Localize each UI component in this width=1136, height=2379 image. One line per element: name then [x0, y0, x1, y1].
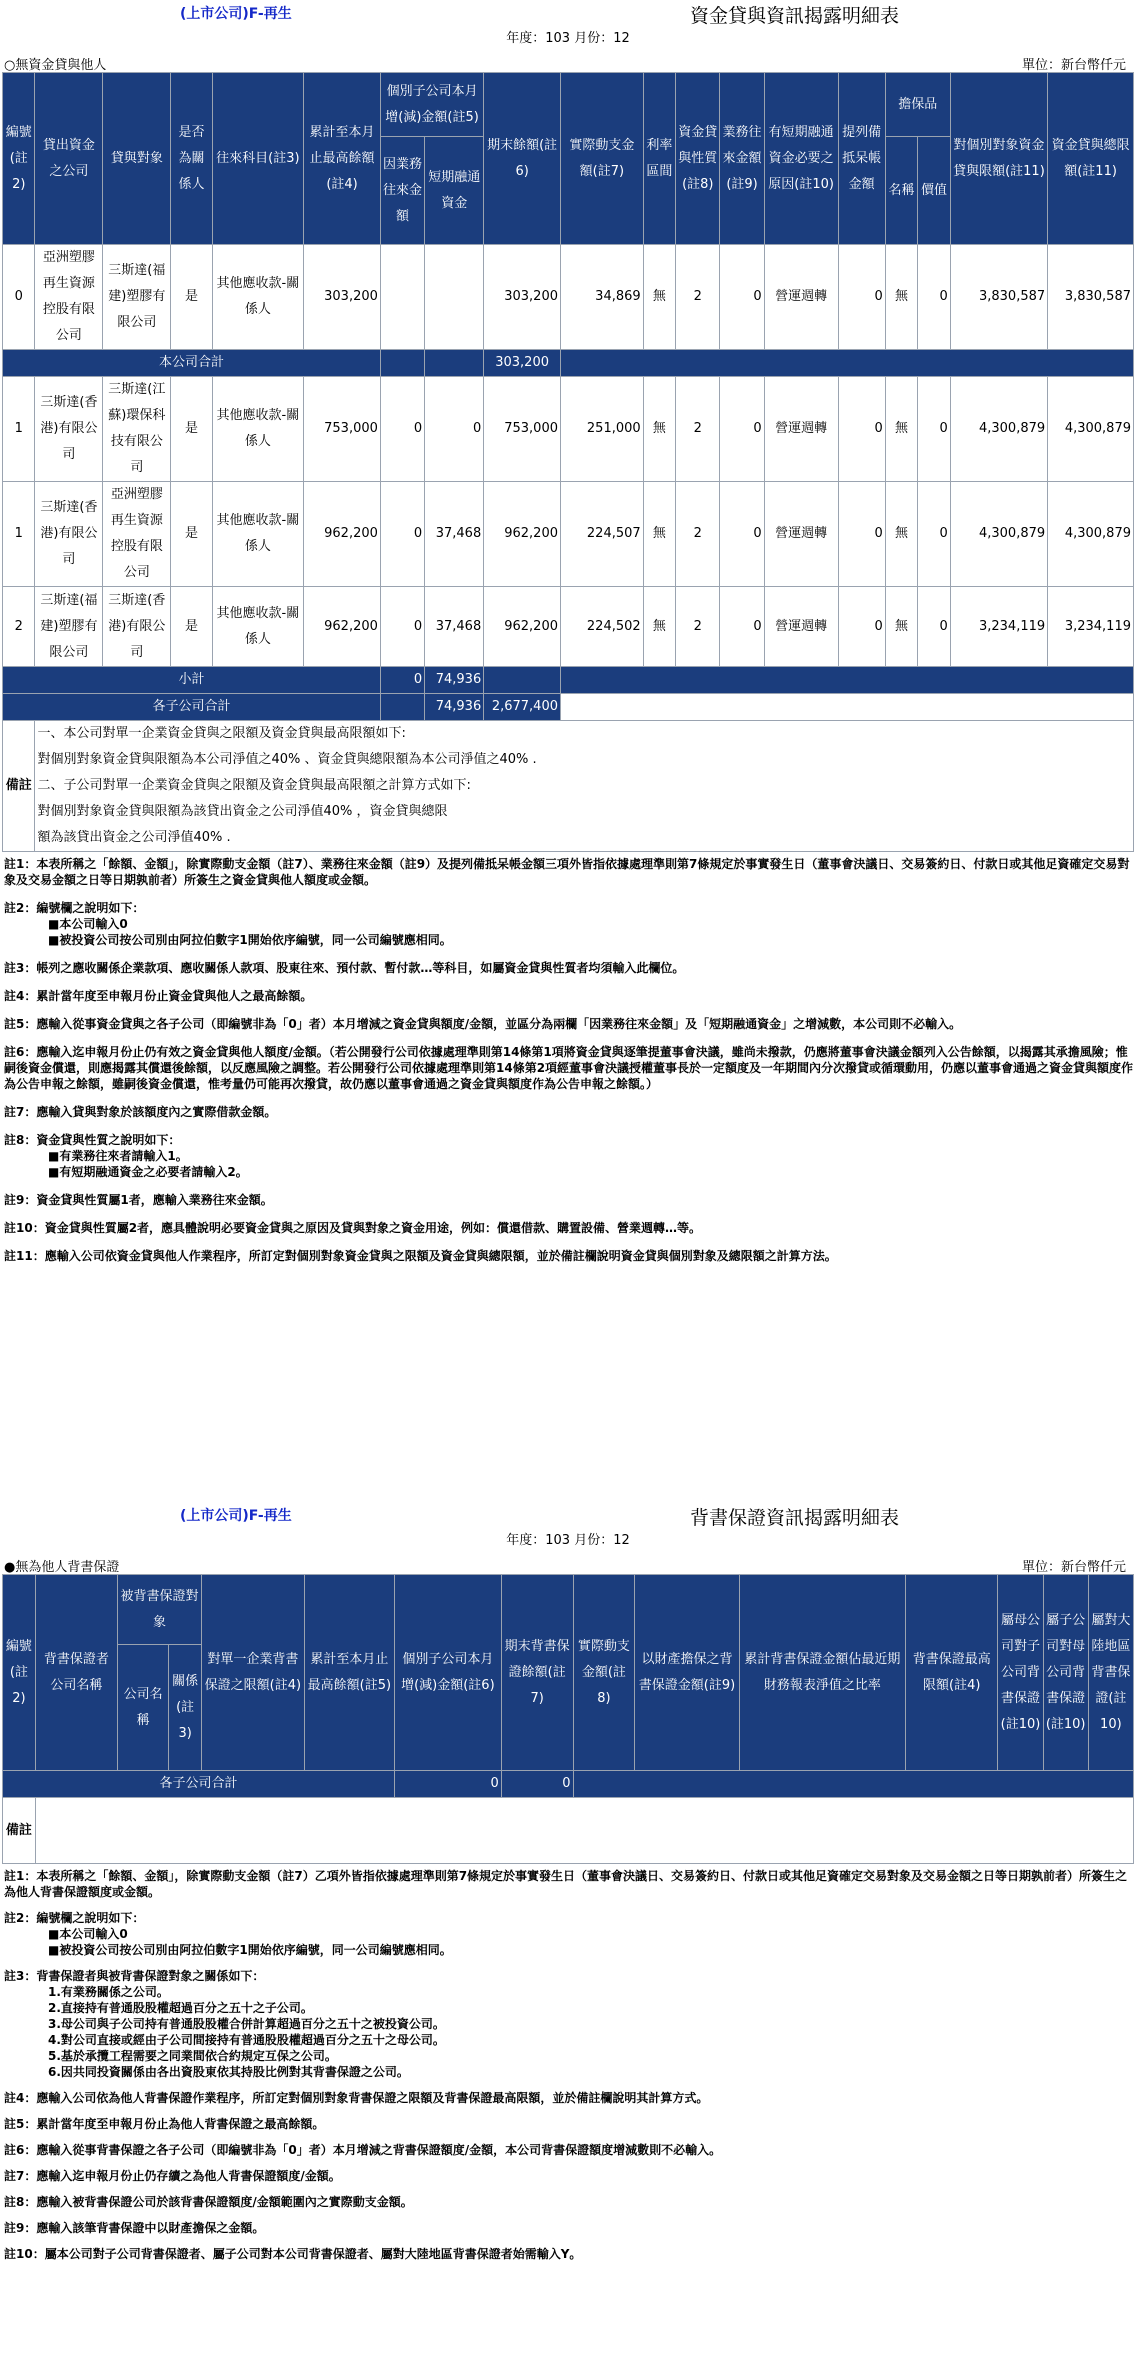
note-item	[4, 1248, 1136, 1264]
note-text: 註9：資金貸與性質屬1者，應輸入業務往來金額。	[4, 1193, 273, 1207]
cell-rate: 無	[643, 587, 675, 667]
memo-line: 對個別對象資金貸與限額為該貸出資金之公司淨值40% ，資金貸與總限	[37, 804, 448, 819]
memo-content	[35, 721, 1134, 852]
note-item	[4, 1104, 1136, 1120]
guarantee-header	[0, 1502, 1136, 1528]
subs-total-rest	[561, 694, 1134, 721]
cell-limit-total: 3,234,119	[1048, 587, 1134, 667]
cell-limit-individual: 4,300,879	[950, 377, 1047, 482]
note-item	[4, 856, 1136, 888]
cell-lender: 三斯達(香港)有限公司	[35, 377, 103, 482]
col-reason: 有短期融通資金必要之原因(註10)	[764, 73, 838, 245]
note-subitem: 6.因共同投資關係由各出資股東依其持股比例對其背書保證之公司。	[48, 2065, 409, 2079]
note-text: 註10：屬本公司對子公司背書保證者、屬子公司對本公司背書保證者、屬對大陸地區背書保證者始需輸入Y。	[4, 2247, 582, 2261]
no-guarantee-status: ●無為他人背書保證	[4, 1560, 120, 1575]
loan-row	[3, 377, 1134, 482]
loan-table	[2, 72, 1134, 852]
cell-change-biz	[380, 245, 424, 350]
loan-row	[3, 587, 1134, 667]
note-text: 註8：資金貸與性質之說明如下：	[4, 1133, 181, 1147]
col-limit-total: 資金貸與總限額(註11)	[1048, 73, 1134, 245]
note-item	[4, 900, 1136, 948]
g-col-ratio: 累計背書保證金額佔最近期財務報表淨值之比率	[739, 1575, 905, 1771]
cell-limit-total: 4,300,879	[1048, 482, 1134, 587]
note-item	[4, 2168, 1136, 2184]
col-change-biz: 因業務往來金額	[380, 137, 424, 245]
col-lender: 貸出資金之公司	[35, 73, 103, 245]
cell-no: 2	[3, 587, 35, 667]
g-col-target-name: 公司名稱	[117, 1645, 168, 1771]
note-text: 註7：應輸入迄申報月份止仍存續之為他人背書保證額度/金額。	[4, 2169, 341, 2183]
cell-end: 962,200	[484, 482, 561, 587]
note-text: 註8：應輸入被背書保證公司於該背書保證額度/金額範圍內之實際動支金額。	[4, 2195, 413, 2209]
company-name: (上市公司)F-再生	[180, 6, 292, 22]
cell-lender: 三斯達(福建)塑膠有限公司	[35, 587, 103, 667]
cell-limit-total: 3,830,587	[1048, 245, 1134, 350]
cell-related: 是	[171, 377, 212, 482]
cell-nature: 2	[676, 482, 720, 587]
cell-change-short: 0	[425, 377, 484, 482]
note-subitem: ■有短期融通資金之必要者請輸入2。	[48, 1165, 248, 1179]
col-end: 期末餘額(註6)	[484, 73, 561, 245]
note-item	[4, 2142, 1136, 2158]
note-text: 註10：資金貸與性質屬2者，應具體說明必要資金貸與之原因及貸與對象之資金用途，例如：償還借款、購置設備、營業週轉…等。	[4, 1221, 702, 1235]
cell-max: 753,000	[304, 377, 381, 482]
cell-nature: 2	[676, 377, 720, 482]
cell-max: 962,200	[304, 587, 381, 667]
cell-lender: 三斯達(香港)有限公司	[35, 482, 103, 587]
note-subitem: 5.基於承攬工程需要之同業間依合約規定互保之公司。	[48, 2049, 337, 2063]
col-change-short: 短期融通資金	[425, 137, 484, 245]
col-max: 累計至本月止最高餘額(註4)	[304, 73, 381, 245]
note-text: 註4：應輸入公司依為他人背書保證作業程序，所訂定對個別對象背書保證之限額及背書保證最高限額，並於備註欄說明其計算方式。	[4, 2091, 709, 2105]
cell-account: 其他應收款-關係人	[212, 587, 304, 667]
cell-coll-value: 0	[918, 245, 951, 350]
loan-notes	[0, 856, 1136, 1264]
col-change: 個別子公司本月增(減)金額(註5)	[380, 73, 483, 137]
note-subitem: 4.對公司直接或經由子公司間接持有普通股股權超過百分之五十之母公司。	[48, 2033, 445, 2047]
col-account: 往來科目(註3)	[212, 73, 304, 245]
company-total-row	[3, 350, 1134, 377]
cell-nature: 2	[676, 587, 720, 667]
note-subitem: ■本公司輸入0	[48, 1927, 128, 1941]
g-col-change: 個別子公司本月增(減)金額(註6)	[395, 1575, 502, 1771]
cell-borrower: 三斯達(江蘇)環保科技有限公司	[103, 377, 171, 482]
cell-account: 其他應收款-關係人	[212, 245, 304, 350]
g-col-collateral: 以財產擔保之背書保證金額(註9)	[635, 1575, 740, 1771]
cell-coll-value: 0	[918, 482, 951, 587]
note-text: 註6：應輸入從事背書保證之各子公司（即編號非為「0」者）本月增減之背書保證額度/金額，本公司背書保證額度增減數則不必輸入。	[4, 2143, 722, 2157]
cell-coll-name: 無	[885, 245, 917, 350]
company-total-end: 303,200	[484, 350, 561, 377]
subs-total-change-biz	[380, 694, 424, 721]
cell-limit-individual: 4,300,879	[950, 482, 1047, 587]
cell-coll-value: 0	[918, 377, 951, 482]
cell-change-biz: 0	[380, 377, 424, 482]
cell-end: 962,200	[484, 587, 561, 667]
note-subitem: 3.母公司與子公司持有普通股股權合併計算超過百分之五十之被投資公司。	[48, 2017, 445, 2031]
cell-coll-name: 無	[885, 377, 917, 482]
cell-no: 1	[3, 377, 35, 482]
note-item	[4, 1968, 1136, 2080]
cell-biz: 0	[720, 482, 764, 587]
subs-total-end: 2,677,400	[484, 694, 561, 721]
subtotal-change-short: 74,936	[425, 667, 484, 694]
note-item	[4, 1192, 1136, 1208]
memo-line: 對個別對象資金貸與限額為本公司淨值之40% 、資金貸與總限額為本公司淨值之40% .	[37, 752, 537, 767]
cell-reason: 營運週轉	[764, 482, 838, 587]
cell-allowance: 0	[838, 587, 885, 667]
loan-header	[0, 0, 1136, 26]
cell-borrower: 三斯達(香港)有限公司	[103, 587, 171, 667]
g-col-target-rel: 關係(註3)	[169, 1645, 202, 1771]
company-total-change-short	[425, 350, 484, 377]
cell-rate: 無	[643, 482, 675, 587]
subtotal-end	[484, 667, 561, 694]
note-item	[4, 960, 1136, 976]
cell-biz: 0	[720, 587, 764, 667]
cell-change-biz: 0	[380, 587, 424, 667]
g-col-parent-to-sub: 屬母公司對子公司背書保證(註10)	[998, 1575, 1043, 1771]
memo-line: 額為該貸出資金之公司淨值40% .	[37, 830, 231, 845]
guarantee-notes	[0, 1868, 1136, 2262]
unit-label: 單位：新台幣仟元	[1021, 58, 1126, 73]
col-allow: 提列備抵呆帳金額	[838, 73, 885, 245]
cell-coll-name: 無	[885, 587, 917, 667]
cell-actual: 224,502	[561, 587, 644, 667]
cell-reason: 營運週轉	[764, 377, 838, 482]
cell-biz: 0	[720, 245, 764, 350]
note-text: 註11：應輸入公司依資金貸與他人作業程序，所訂定對個別對象資金貸與之限額及資金貸與總限額，並於備註欄說明資金貸與個別對象及總限額之計算方法。	[4, 1249, 837, 1263]
company-total-rest	[561, 350, 1134, 377]
cell-borrower: 亞洲塑膠再生資源控股有限公司	[103, 482, 171, 587]
cell-actual: 224,507	[561, 482, 644, 587]
subtotal-rest	[561, 667, 1134, 694]
note-text: 註1：本表所稱之「餘額、金額」，除實際動支金額（註7）乙項外皆指依據處理準則第7條規定於事實發生日（董事會決議日、交易簽約日、付款日或其他足資確定交易對象及交易金額之日等日期孰前者）所簽生之為他人背書保證額度或金額。	[4, 1869, 1128, 1899]
g-col-limit: 對單一企業背書保證之限額(註4)	[202, 1575, 305, 1771]
g-subs-total-end: 0	[501, 1771, 573, 1798]
cell-change-short	[425, 245, 484, 350]
cell-change-short: 37,468	[425, 482, 484, 587]
cell-related: 是	[171, 482, 212, 587]
g-col-max: 累計至本月止最高餘額(註5)	[304, 1575, 394, 1771]
note-item	[4, 988, 1136, 1004]
memo-label: 備註	[3, 721, 35, 852]
cell-limit-total: 4,300,879	[1048, 377, 1134, 482]
note-item	[4, 2116, 1136, 2132]
g-col-target: 被背書保證對象	[117, 1575, 201, 1645]
col-no: 編號(註2)	[3, 73, 35, 245]
note-item	[4, 2220, 1136, 2236]
loan-row	[3, 482, 1134, 587]
cell-rate: 無	[643, 245, 675, 350]
note-text: 註3：背書保證者與被背書保證對象之關係如下：	[4, 1969, 265, 1983]
loan-subheader	[0, 52, 1136, 72]
cell-lender: 亞洲塑膠再生資源控股有限公司	[35, 245, 103, 350]
cell-limit-individual: 3,830,587	[950, 245, 1047, 350]
note-item	[4, 1044, 1136, 1092]
col-collateral: 擔保品	[885, 73, 950, 137]
cell-limit-individual: 3,234,119	[950, 587, 1047, 667]
g-col-cap: 背書保證最高限額(註4)	[906, 1575, 998, 1771]
cell-no: 0	[3, 245, 35, 350]
note-subitem: 2.直接持有普通股股權超過百分之五十之子公司。	[48, 2001, 313, 2015]
col-biz: 業務往來金額(註9)	[720, 73, 764, 245]
col-related: 是否為關係人	[171, 73, 212, 245]
cell-change-short: 37,468	[425, 587, 484, 667]
col-nature: 資金貸與性質(註8)	[676, 73, 720, 245]
subs-total-label: 各子公司合計	[3, 694, 381, 721]
cell-actual: 251,000	[561, 377, 644, 482]
cell-allowance: 0	[838, 482, 885, 587]
g-memo-label: 備註	[3, 1798, 36, 1864]
unit-label-2: 單位：新台幣仟元	[1021, 1560, 1126, 1575]
g-subs-total-change: 0	[395, 1771, 502, 1798]
subtotal-row	[3, 667, 1134, 694]
cell-change-biz: 0	[380, 482, 424, 587]
note-text: 註2：編號欄之說明如下：	[4, 901, 145, 915]
g-memo-row	[3, 1798, 1134, 1864]
cell-actual: 34,869	[561, 245, 644, 350]
cell-allowance: 0	[838, 377, 885, 482]
note-subitem: ■被投資公司按公司別由阿拉伯數字1開始依序編號，同一公司編號應相同。	[48, 1943, 452, 1957]
g-subs-total-row	[3, 1771, 1134, 1798]
note-item	[4, 1868, 1136, 1900]
cell-reason: 營運週轉	[764, 245, 838, 350]
note-item	[4, 1132, 1136, 1180]
g-memo-content	[35, 1798, 1133, 1864]
note-text: 註4：累計當年度至申報月份止資金貸與他人之最高餘額。	[4, 989, 313, 1003]
note-item	[4, 2090, 1136, 2106]
report-period: 年度：103 月份：12	[506, 31, 630, 46]
company-total-label: 本公司合計	[3, 350, 381, 377]
note-text: 註6：應輸入迄申報月份止仍有效之資金貸與他人額度/金額。（若公開發行公司依據處理準則第14條第1項將資金貸與逐筆提董事會決議，雖尚未撥款，仍應將董事會決議金額列入公告餘額，以揭露其承擔風險；惟嗣後資金償還，則應揭露其償還後餘額，以反應風險之調整。若公開發行公司依據處理準則第14條第2項經董事會決議授權董事長於一定額度及一年期間內分次撥貸或循環動用，仍應以董事會通過之資金貸與額度作為公告申報之餘額，雖嗣後資金償還，惟考量仍可能再次撥貸，故仍應以董事會通過之資金貸與額度作為公告申報之餘額。）	[4, 1045, 1134, 1091]
memo-row	[3, 721, 1134, 852]
report-title: 資金貸與資訊揭露明細表	[690, 5, 900, 27]
g-col-end: 期末背書保證餘額(註7)	[501, 1575, 573, 1771]
note-text: 註3：帳列之應收關係企業款項、應收關係人款項、股東往來、預付款、暫付款…等科目，如屬資金貸與性質者均須輸入此欄位。	[4, 961, 685, 975]
cell-coll-name: 無	[885, 482, 917, 587]
loan-row	[3, 245, 1134, 350]
cell-biz: 0	[720, 377, 764, 482]
col-actual: 實際動支金額(註7)	[561, 73, 644, 245]
g-col-actual: 實際動支金額(註8)	[573, 1575, 635, 1771]
cell-reason: 營運週轉	[764, 587, 838, 667]
guarantee-table	[2, 1574, 1134, 1864]
subs-total-change-short: 74,936	[425, 694, 484, 721]
note-text: 註5：累計當年度至申報月份止為他人背書保證之最高餘額。	[4, 2117, 325, 2131]
subtotal-change-biz: 0	[380, 667, 424, 694]
note-text: 註2：編號欄之說明如下：	[4, 1911, 145, 1925]
cell-account: 其他應收款-關係人	[212, 482, 304, 587]
g-col-mainland: 屬對大陸地區背書保證(註10)	[1088, 1575, 1133, 1771]
subs-total-row	[3, 694, 1134, 721]
g-col-guarantor: 背書保證者公司名稱	[35, 1575, 117, 1771]
cell-end: 753,000	[484, 377, 561, 482]
cell-related: 是	[171, 245, 212, 350]
note-item	[4, 1910, 1136, 1958]
company-total-change-biz	[380, 350, 424, 377]
col-limit-individual: 對個別對象資金貸與限額(註11)	[950, 73, 1047, 245]
note-text: 註9：應輸入該筆背書保證中以財產擔保之金額。	[4, 2221, 265, 2235]
col-coll-name: 名稱	[885, 137, 917, 245]
note-subitem: ■本公司輸入0	[48, 917, 128, 931]
note-item	[4, 1220, 1136, 1236]
g-col-sub-to-parent: 屬子公司對母公司背書保證(註10)	[1043, 1575, 1088, 1771]
col-borrower: 貸與對象	[103, 73, 171, 245]
loan-row-group	[3, 245, 1134, 350]
subtotal-label: 小計	[3, 667, 381, 694]
cell-coll-value: 0	[918, 587, 951, 667]
report-title-2: 背書保證資訊揭露明細表	[690, 1507, 900, 1529]
cell-max: 303,200	[304, 245, 381, 350]
no-loan-status: ○無資金貸與他人	[4, 58, 107, 73]
guarantee-subheader	[0, 1554, 1136, 1574]
cell-account: 其他應收款-關係人	[212, 377, 304, 482]
loan-row-group-subs	[3, 377, 1134, 667]
g-col-no: 編號(註2)	[3, 1575, 36, 1771]
cell-allowance: 0	[838, 245, 885, 350]
col-coll-value: 價值	[918, 137, 951, 245]
company-name-2: (上市公司)F-再生	[180, 1508, 292, 1524]
note-text: 註5：應輸入從事資金貸與之各子公司（即編號非為「0」者）本月增減之資金貸與額度/金額，並區分為兩欄「因業務往來金額」及「短期融通資金」之增減數，本公司則不必輸入。	[4, 1017, 962, 1031]
note-item	[4, 1016, 1136, 1032]
note-subitem: 1.有業務關係之公司。	[48, 1985, 169, 1999]
cell-rate: 無	[643, 377, 675, 482]
memo-line: 二、子公司對單一企業資金貸與之限額及資金貸與最高限額之計算方式如下:	[37, 778, 471, 793]
cell-nature: 2	[676, 245, 720, 350]
note-text: 註1：本表所稱之「餘額、金額」，除實際動支金額（註7）、業務往來金額（註9）及提列備抵呆帳金額三項外皆指依據處理準則第7條規定於事實發生日（董事會決議日、交易簽約日、付款日或其他足資確定交易對象及交易金額之日等日期孰前者）所簽生之資金貸與他人額度或金額。	[4, 857, 1130, 887]
cell-borrower: 三斯達(福建)塑膠有限公司	[103, 245, 171, 350]
cell-no: 1	[3, 482, 35, 587]
cell-end: 303,200	[484, 245, 561, 350]
memo-line: 一、本公司對單一企業資金貸與之限額及資金貸與最高限額如下:	[37, 726, 406, 741]
guarantee-section	[0, 1502, 1136, 2272]
cell-related: 是	[171, 587, 212, 667]
note-item	[4, 2246, 1136, 2262]
note-text: 註7：應輸入貸與對象於該額度內之實際借款金額。	[4, 1105, 277, 1119]
note-subitem: ■被投資公司按公司別由阿拉伯數字1開始依序編號，同一公司編號應相同。	[48, 933, 452, 947]
g-subs-total-rest	[573, 1771, 1133, 1798]
col-rate: 利率區間	[643, 73, 675, 245]
cell-max: 962,200	[304, 482, 381, 587]
g-subs-total-label: 各子公司合計	[3, 1771, 395, 1798]
report-period-2: 年度：103 月份：12	[506, 1533, 630, 1548]
note-item	[4, 2194, 1136, 2210]
note-subitem: ■有業務往來者請輸入1。	[48, 1149, 188, 1163]
